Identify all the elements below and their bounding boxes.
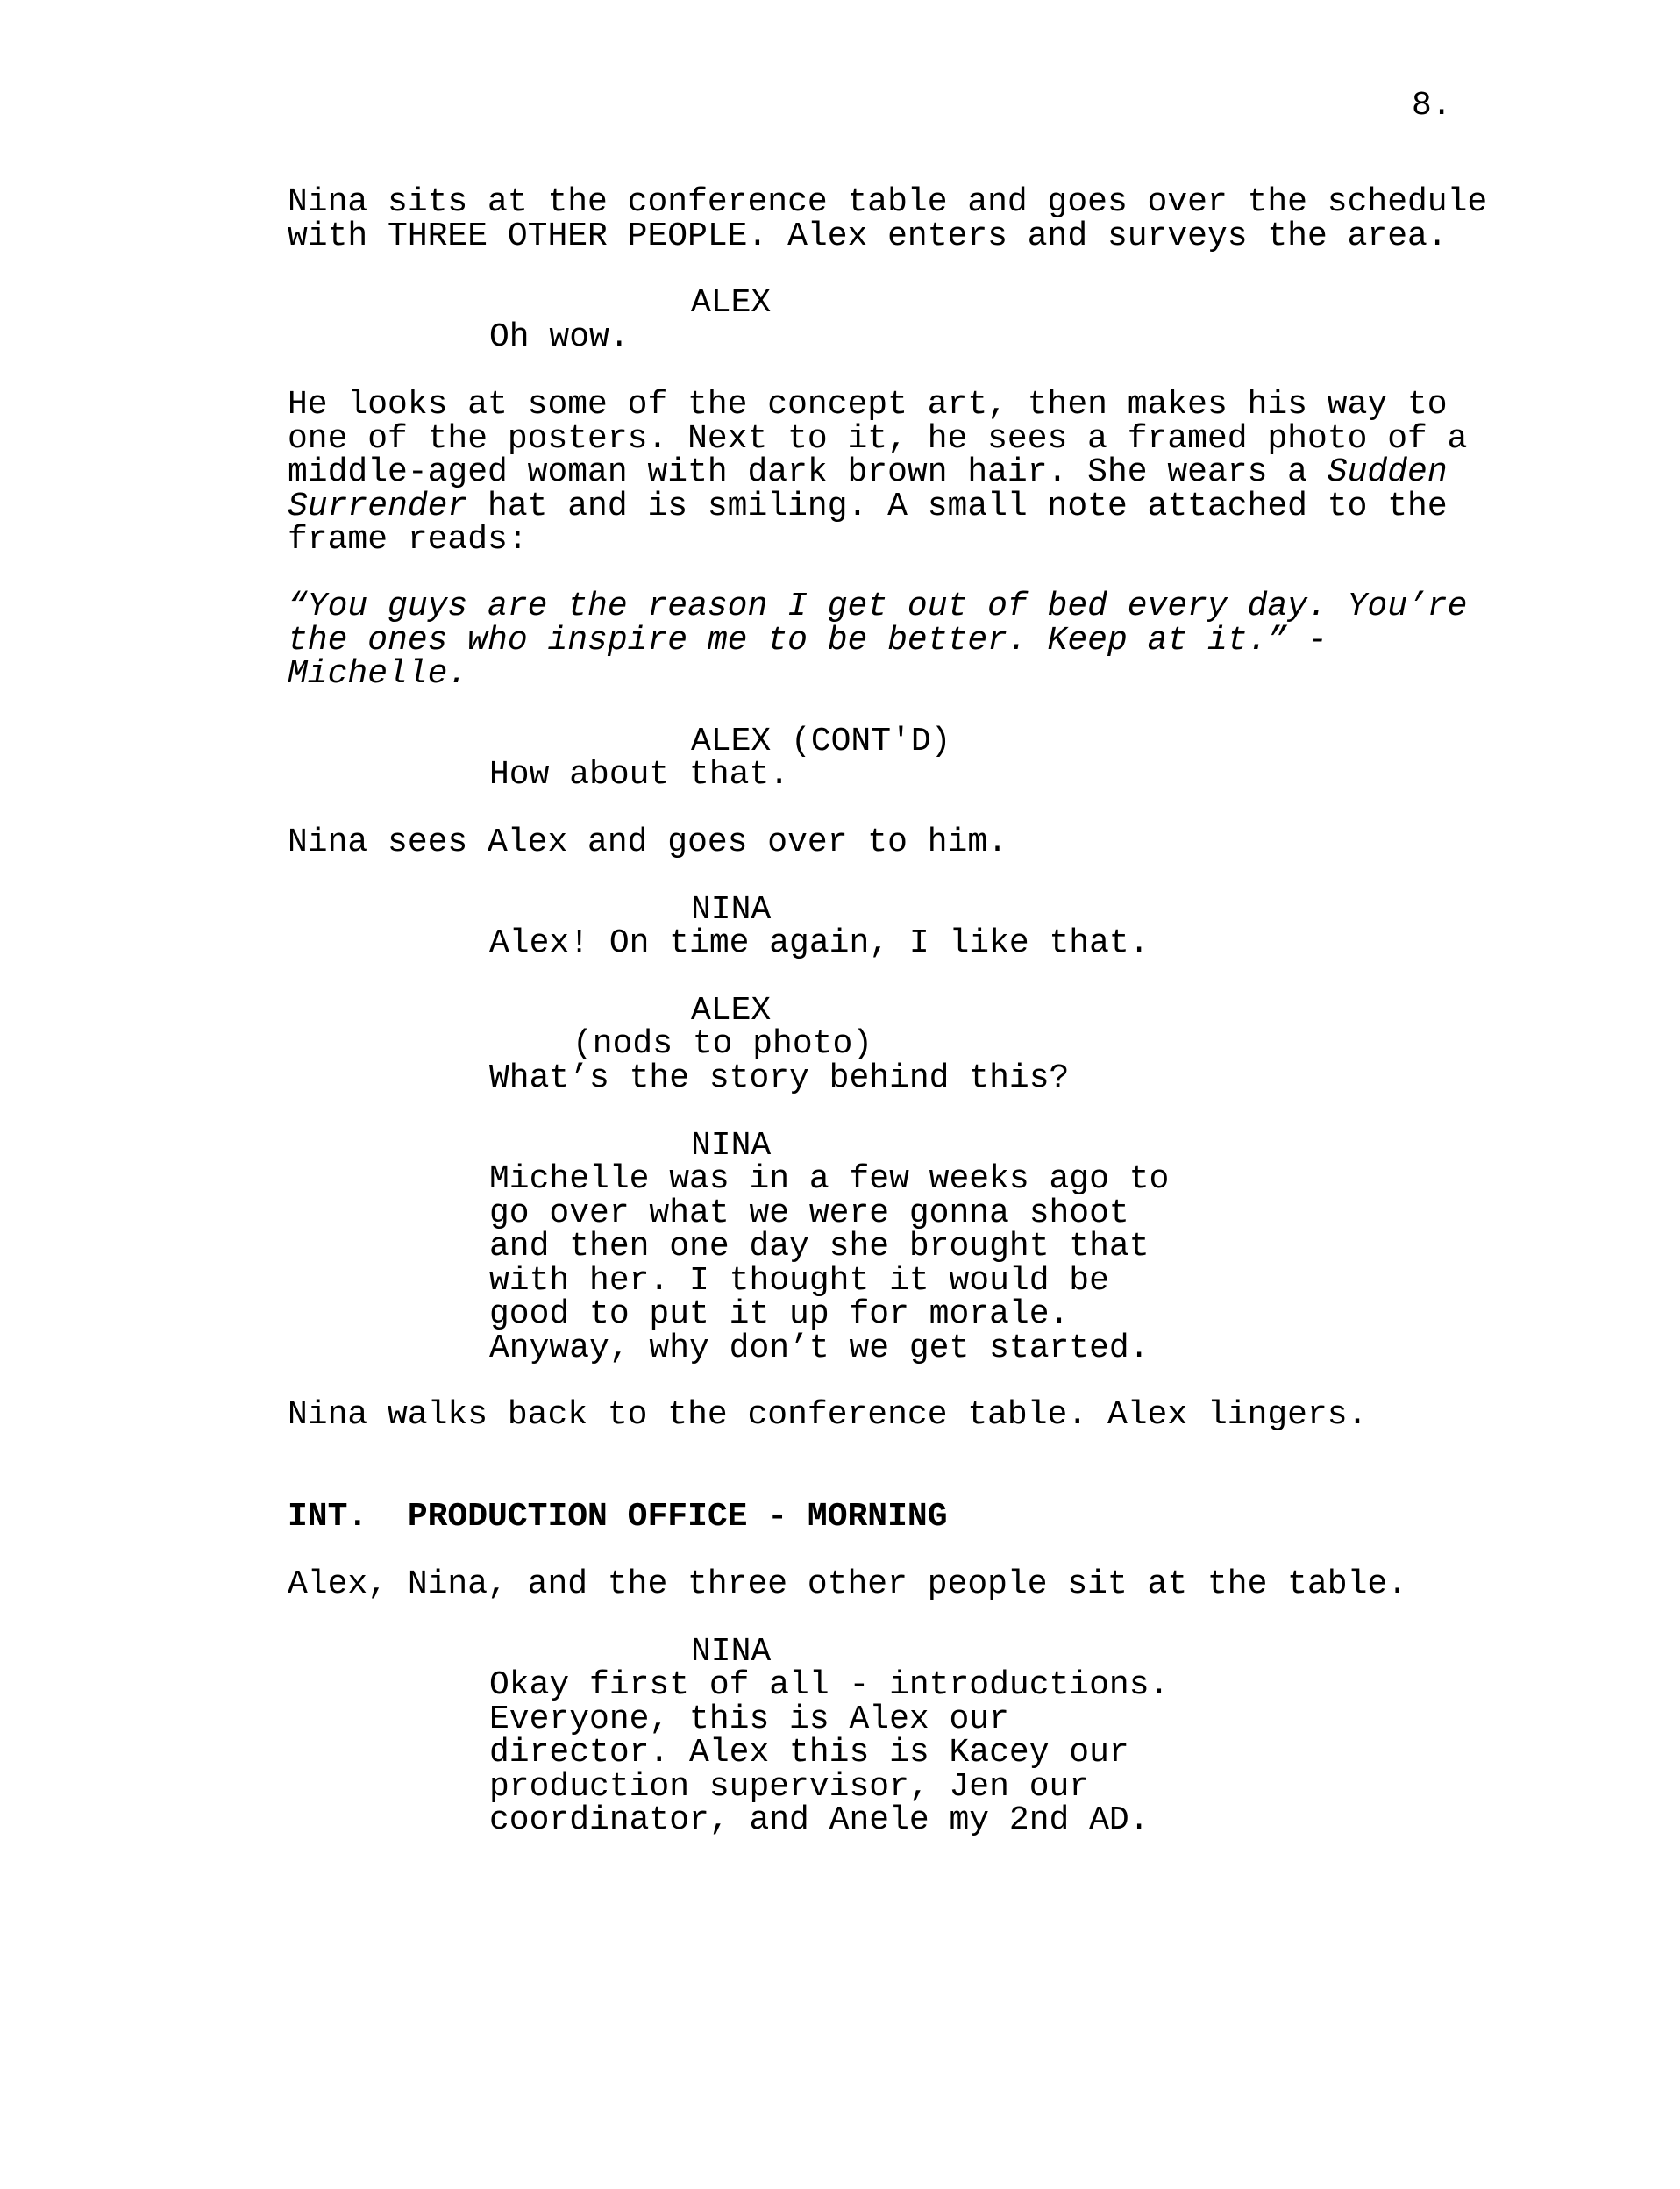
dialogue-line: Anyway, why don’t we get started.: [489, 1329, 1150, 1367]
action-line: He looks at some of the concept art, then makes his way to: [288, 386, 1448, 424]
action-paragraph: [288, 1396, 1368, 1434]
dialogue: [489, 318, 630, 356]
dialogue-line: and then one day she brought that: [489, 1228, 1150, 1266]
page-number: 8.: [1412, 87, 1452, 125]
quote-line: the ones who inspire me to be better. Keep at it.” -: [288, 621, 1328, 660]
action-line: with THREE OTHER PEOPLE. Alex enters and surveys the area.: [288, 217, 1448, 255]
dialogue-line: Michelle was in a few weeks ago to: [489, 1160, 1170, 1198]
character-cue: NINA: [691, 891, 772, 929]
dialogue-line: What’s the story behind this?: [489, 1059, 1070, 1097]
action-line: Nina sits at the conference table and goes over the schedule: [288, 183, 1488, 221]
dialogue: [489, 1666, 1170, 1839]
action-paragraph: [288, 183, 1488, 255]
action-line: Alex, Nina, and the three other people sit at the table.: [288, 1565, 1408, 1603]
dialogue-line: Everyone, this is Alex our: [489, 1700, 1009, 1738]
action-line: frame reads:: [288, 521, 528, 559]
dialogue: [489, 1059, 1070, 1097]
parenthetical: (nods to photo): [573, 1025, 873, 1063]
dialogue: [489, 1160, 1170, 1367]
character-cue: ALEX: [691, 284, 772, 322]
dialogue-line: director. Alex this is Kacey our: [489, 1734, 1129, 1772]
action-line: one of the posters. Next to it, he sees a framed photo of a: [288, 419, 1468, 458]
action-line: Nina sees Alex and goes over to him.: [288, 824, 1007, 861]
action-paragraph: [288, 826, 1007, 860]
dialogue-line: go over what we were gonna shoot: [489, 1194, 1129, 1232]
dialogue: [489, 924, 1150, 962]
action-paragraph: [288, 1565, 1408, 1603]
dialogue-line: Alex! On time again, I like that.: [489, 924, 1150, 962]
quote-line: “You guys are the reason I get out of bed every day. You’re: [288, 588, 1468, 625]
italic-title: Sudden: [1327, 453, 1448, 491]
dialogue-line: Oh wow.: [489, 318, 630, 356]
action-line: Nina walks back to the conference table. Alex lingers.: [288, 1396, 1368, 1434]
dialogue-line: How about that.: [489, 756, 790, 794]
dialogue-line: good to put it up for morale.: [489, 1295, 1070, 1333]
action-line: middle-aged woman with dark brown hair. She wears a: [288, 453, 1328, 491]
dialogue-line: production supervisor, Jen our: [489, 1767, 1090, 1806]
character-cue: NINA: [691, 1127, 772, 1165]
character-cue: NINA: [691, 1633, 772, 1671]
scene-heading: INT. PRODUCTION OFFICE - MORNING: [288, 1498, 948, 1536]
dialogue-line: coordinator, and Anele my 2nd AD.: [489, 1801, 1150, 1839]
note-quote: [288, 590, 1467, 692]
action-line: hat and is smiling. A small note attached to the: [467, 487, 1448, 525]
action-paragraph: [288, 386, 1468, 559]
dialogue: [489, 756, 790, 794]
character-cue: ALEX: [691, 992, 772, 1030]
quote-line: Michelle.: [288, 655, 468, 693]
italic-title: Surrender: [288, 487, 468, 525]
character-cue: ALEX (CONT'D): [691, 723, 951, 760]
dialogue-line: with her. I thought it would be: [489, 1261, 1109, 1300]
dialogue-line: Okay first of all - introductions.: [489, 1666, 1170, 1704]
